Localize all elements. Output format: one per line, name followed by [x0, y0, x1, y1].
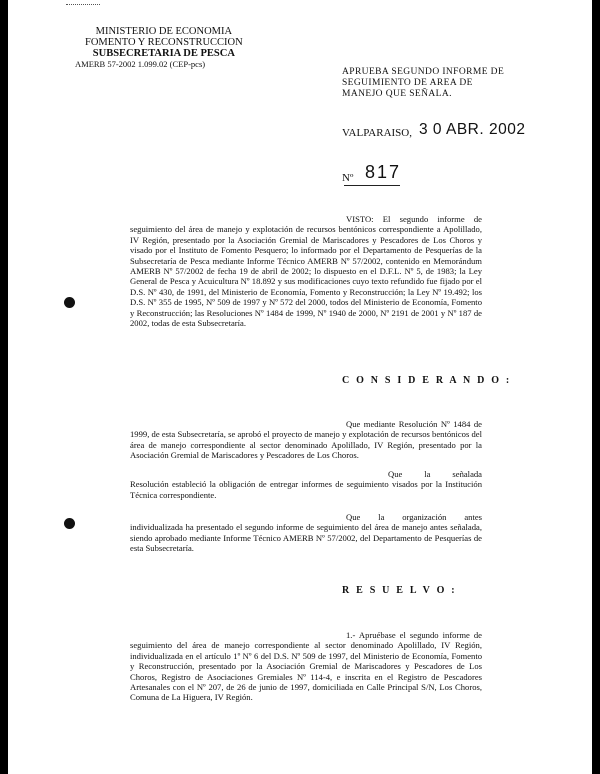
considerando-paragraph-1: Que mediante Resolución Nº 1484 de 1999, de esta Subsecretaría, se aprobó el proyecto de manejo y explotación de recursos bentónicos del área de manejo correspondiente al sector denominado Apolillado, IV Región, presentado por la Asociación Gremial de Mariscadores y Pescadores de Los Choros. — [130, 419, 482, 461]
resuelvo-heading: R E S U E L V O : — [342, 585, 457, 596]
considerando-paragraph-3: Que la organización antes individualizada ha presentado el segundo informe de seguimiento del área de manejo antes señalada, siendo aprobado mediante Informe Técnico AMERB Nº 57/2002, del Departamento de Pesquerías de esta Subsecretaría. — [130, 512, 482, 554]
considerando-paragraph-2: Que la señalada Resolución estableció la obligación de entregar informes de seguimiento visados por la Institución Técnica correspondiente. — [130, 469, 482, 500]
scan-mark — [66, 4, 100, 5]
number-label: Nº — [342, 172, 354, 184]
resolution-number: 817 — [365, 162, 402, 182]
ministry-line: MINISTERIO DE ECONOMIA — [95, 26, 233, 37]
place-label: VALPARAISO, — [342, 127, 412, 139]
subject-line-1: APRUEBA SEGUNDO INFORME DE — [342, 67, 505, 77]
punch-hole — [64, 518, 75, 529]
visto-text: El segundo informe de seguimiento del área de manejo y explotación de recursos bentónicos correspondiente a Apolillado, IV Región, presentado por la Asociación Gremial de Mariscadores y Pescadores de Los Choros y visado por el Instituto de Fomento Pesquero; lo informado por el Departamento de Pesquerías de la Subsecretaría de Pesca mediante Informe Técnico AMERB Nº 57/2002, contenido en Memorándum AMERB Nº 57/2002 de fecha 19 de abril de 2002; lo dispuesto en el D.F.L. Nº 5, de 1983; la Ley General de Pesca y Acuicultura Nº 18.892 y sus modificaciones cuyo texto refundido fue fijado por el D.S. Nº 430, de 1991, del Ministerio de Economía, Fomento y Reconstrucción; la Ley Nº 19.492; los D.S. Nº 355 de 1995, Nº 509 de 1997 y Nº 572 del 2000, todos del Ministerio de Economía, Fomento y Reconstrucción; las Resoluciones Nº 1484 de 1999, Nº 1940 de 2000, Nº 2191 de 2001 y Nº 187 de 2002, todas de esta Subsecretaría. — [130, 214, 482, 329]
date-stamp: 3 0 ABR. 2002 — [419, 121, 526, 138]
subsecretaria-line: SUBSECRETARIA DE PESCA — [92, 48, 235, 59]
visto-paragraph — [130, 214, 482, 328]
resuelvo-paragraph-1: 1.- Apruébase el segundo informe de seguimiento del área de manejo correspondiente al sector denominado Apolillado, IV Región, individualizada en el artículo 1º Nº 6 del D.S. Nº 509 de 1997, del Ministerio de Economía, Fomento y Reconstrucción, presentado por la Asociación Gremial de Mariscadores y Pescadores de Los Choros, Registro de Asociaciones Gremiales Nº 114-4, e inscrita en el Registro de Pescadores Artesanales con el Nº 207, de 26 de junio de 1997, domiciliada en Calle Principal S/N, Los Choros, Comuna de La Higuera, IV Región. — [130, 630, 482, 703]
reference-code: AMERB 57-2002 1.099.02 (CEP-pcs) — [75, 59, 206, 69]
ministry-line-2: FOMENTO Y RECONSTRUCCION — [85, 37, 243, 48]
subject-block — [342, 67, 504, 100]
subject-line-2: SEGUIMIENTO DE AREA DE — [342, 78, 473, 88]
document-page — [8, 0, 592, 774]
visto-lead: VISTO: — [346, 214, 374, 224]
subject-line-3: MANEJO QUE SEÑALA. — [342, 89, 452, 99]
letterhead — [75, 26, 243, 70]
punch-hole — [64, 297, 75, 308]
considerando-heading: C O N S I D E R A N D O : — [342, 375, 512, 386]
number-underline — [344, 185, 400, 186]
